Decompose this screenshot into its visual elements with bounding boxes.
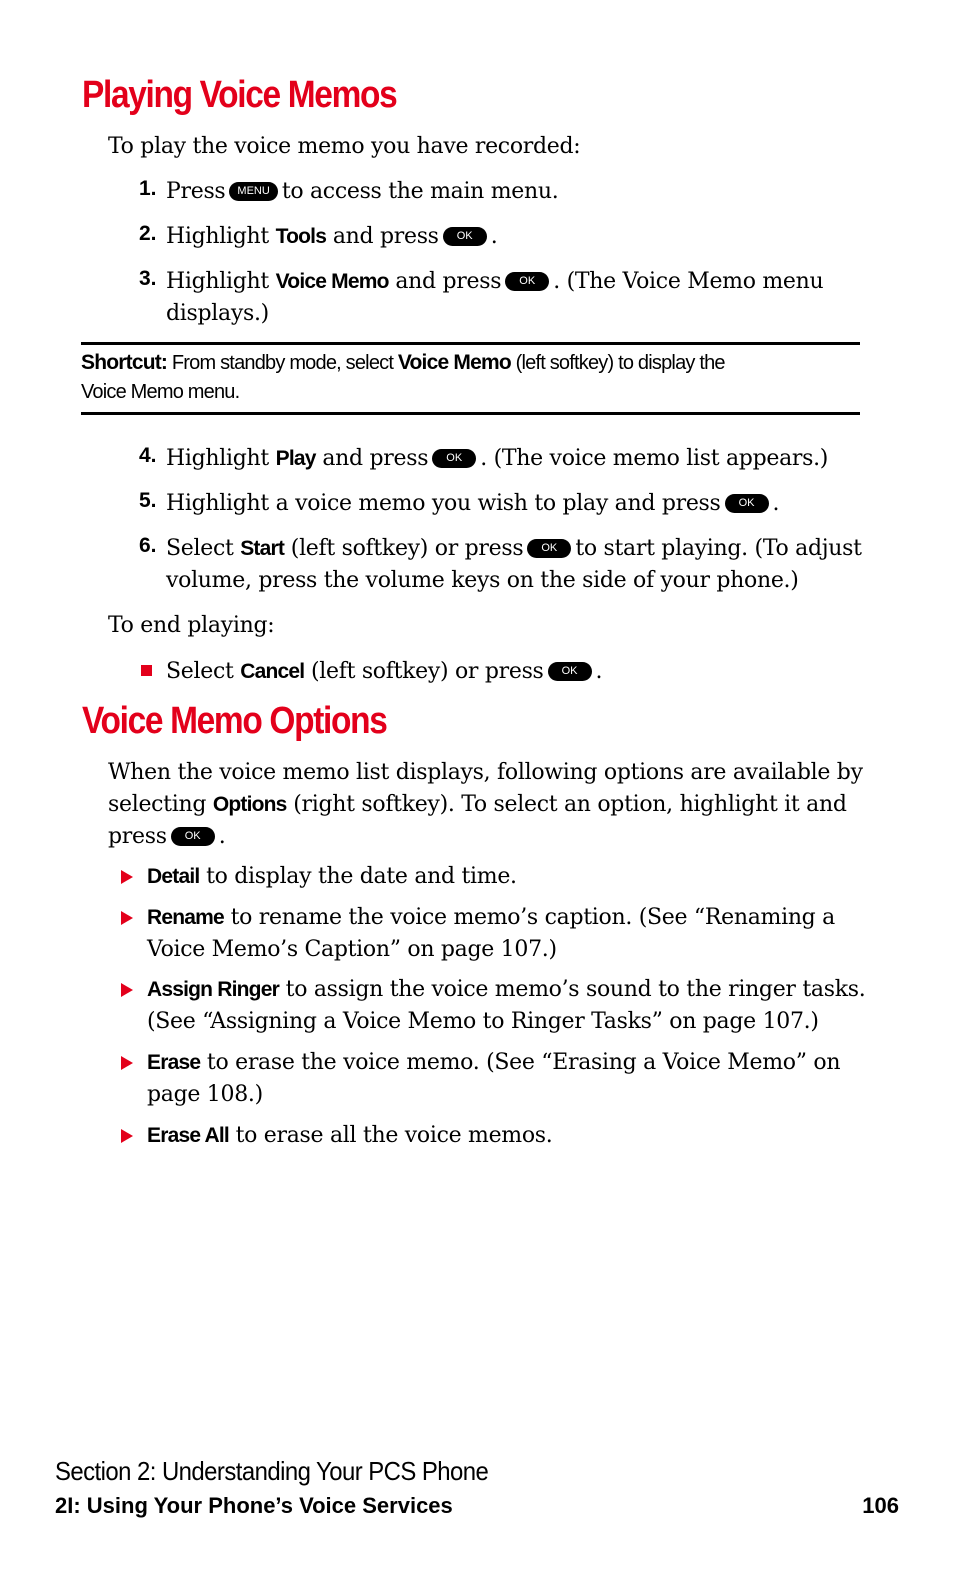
options-intro-line-1: When the voice memo list displays, following options are available by [108, 760, 863, 785]
ok-key-icon: OK [432, 449, 476, 468]
arrow-bullet-icon [121, 1056, 133, 1070]
arrow-bullet-icon [121, 1129, 133, 1143]
section-title-options: Voice Memo Options [82, 700, 387, 742]
option-rename: Rename to rename the voice memo’s caption. (See “Renaming a [147, 905, 835, 930]
ok-key-icon: OK [548, 662, 592, 681]
arrow-bullet-icon [121, 911, 133, 925]
option-assign-ringer-continued: (See “Assigning a Voice Memo to Ringer Tasks” on page 107.) [147, 1009, 819, 1034]
step-3: Highlight Voice Memo and press OK . (The Voice Memo menu [166, 269, 824, 294]
step-4: Highlight Play and press OK . (The voice memo list appears.) [166, 446, 829, 471]
shortcut-rule-bottom [81, 412, 860, 415]
option-erase-continued: page 108.) [147, 1082, 263, 1107]
option-erase: Erase to erase the voice memo. (See “Erasing a Voice Memo” on [147, 1050, 841, 1075]
shortcut-rule-top [81, 342, 860, 345]
shortcut-note: Shortcut: From standby mode, select Voice Memo (left softkey) to display the Voice Memo menu. [81, 351, 725, 403]
square-bullet-icon [141, 665, 152, 676]
option-erase-all: Erase All to erase all the voice memos. [147, 1123, 553, 1148]
ok-key-icon: OK [171, 827, 215, 846]
arrow-bullet-icon [121, 983, 133, 997]
option-rename-continued: Voice Memo’s Caption” on page 107.) [147, 937, 557, 962]
ok-key-icon: OK [505, 272, 549, 291]
step-5: Highlight a voice memo you wish to play and press OK . [166, 491, 780, 516]
page-number: 106 [862, 1493, 899, 1518]
step-1: Press MENU to access the main menu. [166, 179, 559, 204]
step-number: 3. [139, 267, 157, 290]
end-playing-item: Select Cancel (left softkey) or press OK . [166, 659, 603, 684]
option-assign-ringer: Assign Ringer to assign the voice memo’s sound to the ringer tasks. [147, 977, 866, 1002]
options-intro-line-3: press OK . [108, 824, 226, 849]
step-number: 5. [139, 489, 157, 512]
option-detail: Detail to display the date and time. [147, 864, 517, 889]
step-number: 1. [139, 177, 157, 200]
footer-chapter-title: 2I: Using Your Phone’s Voice Services [55, 1493, 453, 1518]
step-3-continued: displays.) [166, 301, 269, 326]
ok-key-icon: OK [527, 539, 571, 558]
footer-section-title: Section 2: Understanding Your PCS Phone [55, 1456, 489, 1486]
arrow-bullet-icon [121, 870, 133, 884]
end-playing-intro: To end playing: [108, 613, 275, 638]
section-title-playing: Playing Voice Memos [82, 74, 397, 116]
ok-key-icon: OK [725, 494, 769, 513]
intro-text: To play the voice memo you have recorded: [108, 134, 581, 159]
step-number: 2. [139, 222, 157, 245]
step-number: 6. [139, 534, 157, 557]
menu-key-icon: MENU [229, 182, 277, 201]
step-number: 4. [139, 444, 157, 467]
ok-key-icon: OK [443, 227, 487, 246]
shortcut-label: Shortcut: [81, 351, 168, 374]
step-6: Select Start (left softkey) or press OK to start playing. (To adjust [166, 536, 862, 561]
step-2: Highlight Tools and press OK . [166, 224, 498, 249]
options-intro-line-2: selecting Options (right softkey). To select an option, highlight it and [108, 792, 847, 817]
step-6-continued: volume, press the volume keys on the side of your phone.) [166, 568, 799, 593]
